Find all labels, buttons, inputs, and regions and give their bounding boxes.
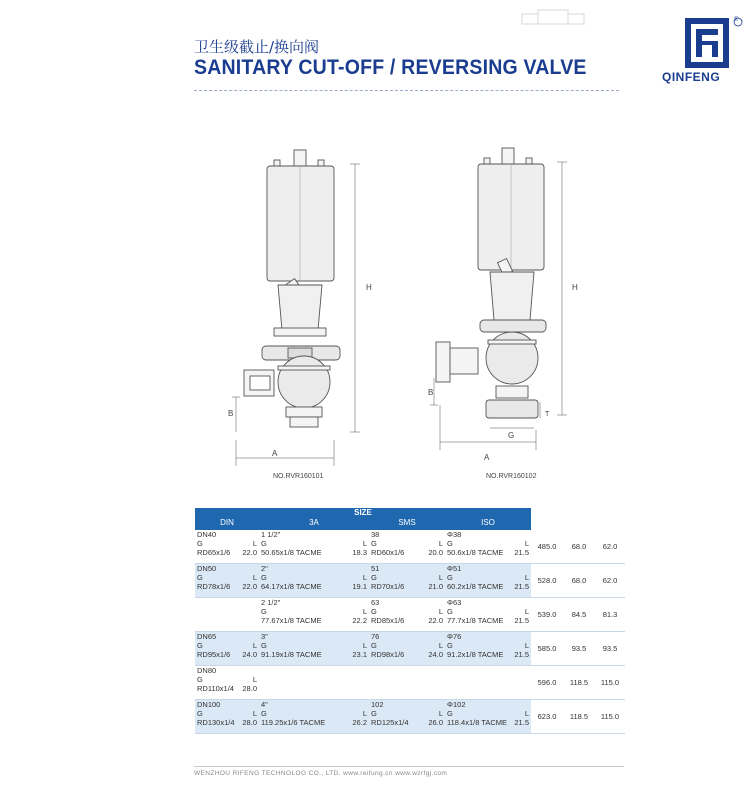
left-dim-b: B: [228, 409, 234, 418]
table-cell-a3: [259, 632, 369, 666]
g-label: G: [447, 641, 453, 650]
col-3a: 3A: [259, 518, 369, 530]
g-value: 77.67x1/8 TACME: [261, 616, 322, 625]
header-divider: [194, 90, 619, 91]
g-label: G: [197, 573, 203, 582]
l-label: L: [362, 573, 367, 582]
l-label: L: [438, 573, 443, 582]
value-h: 528.0: [531, 564, 563, 598]
size-value: 4": [261, 700, 268, 709]
l-value: 21.5: [514, 582, 529, 591]
l-value: 24.0: [242, 650, 257, 659]
table-cell-din: [195, 530, 259, 564]
value-b: 115.0: [595, 700, 625, 734]
g-value: RD98x1/6: [371, 650, 405, 659]
g-label: G: [261, 709, 267, 718]
g-value: 91.19x1/8 TACME: [261, 650, 322, 659]
table-row: [195, 632, 625, 666]
table-cell-sms: [369, 564, 445, 598]
footer-divider: [194, 766, 624, 767]
right-dim-h: H: [572, 283, 578, 292]
l-label: L: [524, 607, 529, 616]
title-chinese: 卫生级截止/换向阀: [194, 38, 320, 56]
value-h: 585.0: [531, 632, 563, 666]
right-drawing-number: NO.RVR160102: [486, 473, 537, 480]
l-value: 22.0: [242, 548, 257, 557]
l-value: 18.3: [352, 548, 367, 557]
table-row: [195, 598, 625, 632]
g-label: G: [197, 709, 203, 718]
g-label: G: [261, 539, 267, 548]
value-b: 62.0: [595, 530, 625, 564]
l-value: 22.0: [428, 616, 443, 625]
l-label: L: [524, 573, 529, 582]
table-cell-iso: [445, 598, 531, 632]
l-label: L: [524, 539, 529, 548]
l-label: L: [252, 641, 257, 650]
size-value: Φ102: [447, 700, 466, 709]
l-label: L: [252, 573, 257, 582]
l-value: 28.0: [242, 718, 257, 727]
l-label: L: [252, 709, 257, 718]
size-value: DN100: [197, 700, 221, 709]
l-value: 21.0: [428, 582, 443, 591]
g-label: G: [261, 607, 267, 616]
size-value: DN40: [197, 530, 217, 539]
g-label: G: [447, 709, 453, 718]
table-cell-din: [195, 632, 259, 666]
table-row: [195, 530, 625, 564]
l-value: 23.1: [352, 650, 367, 659]
g-value: 119.25x1/6 TACME: [261, 718, 326, 727]
g-value: RD78x1/6: [197, 582, 231, 591]
g-value: RD65x1/6: [197, 548, 231, 557]
l-label: L: [438, 709, 443, 718]
l-value: 21.5: [514, 616, 529, 625]
table-cell-iso: [445, 632, 531, 666]
value-a: 68.0: [563, 530, 595, 564]
g-label: G: [447, 573, 453, 582]
l-label: L: [438, 539, 443, 548]
table-cell-sms: [369, 632, 445, 666]
size-value: Φ76: [447, 632, 462, 641]
g-label: G: [371, 539, 377, 548]
g-value: 60.2x1/8 TACME: [447, 582, 504, 591]
value-a: 68.0: [563, 564, 595, 598]
l-label: L: [362, 539, 367, 548]
size-value: 76: [371, 632, 380, 641]
value-h: 596.0: [531, 666, 563, 700]
l-value: 21.5: [514, 650, 529, 659]
table-cell-din: [195, 700, 259, 734]
l-value: 19.1: [352, 582, 367, 591]
g-label: G: [261, 573, 267, 582]
table-cell-iso: [445, 700, 531, 734]
table-cell-a3: [259, 666, 369, 700]
size-value: DN80: [197, 666, 217, 675]
l-value: 21.5: [514, 718, 529, 727]
g-label: G: [371, 607, 377, 616]
top-decoration-icon: [520, 8, 590, 30]
g-value: RD85x1/6: [371, 616, 405, 625]
size-value: 102: [371, 700, 384, 709]
table-cell-a3: [259, 564, 369, 598]
left-valve-drawing: [244, 150, 340, 427]
l-value: 24.0: [428, 650, 443, 659]
g-label: G: [371, 709, 377, 718]
size-value: DN50: [197, 564, 217, 573]
left-dim-a: A: [272, 449, 278, 458]
l-label: L: [362, 709, 367, 718]
g-label: G: [197, 641, 203, 650]
l-value: 22.2: [352, 616, 367, 625]
value-a: 118.5: [563, 700, 595, 734]
g-value: RD125x1/4: [371, 718, 409, 727]
g-label: G: [371, 641, 377, 650]
value-a: 93.5: [563, 632, 595, 666]
g-value: 50.65x1/8 TACME: [261, 548, 322, 557]
size-value: 3": [261, 632, 268, 641]
g-value: RD110x1/4: [197, 684, 234, 693]
l-value: 26.0: [428, 718, 443, 727]
g-label: G: [371, 573, 377, 582]
spec-table: [195, 508, 625, 734]
table-cell-a3: [259, 530, 369, 564]
table-cell-din: [195, 564, 259, 598]
table-cell-din: [195, 666, 259, 700]
table-row: [195, 700, 625, 734]
table-cell-iso: [445, 564, 531, 598]
size-value: Φ38: [447, 530, 462, 539]
size-value: Φ63: [447, 598, 462, 607]
g-label: G: [197, 539, 203, 548]
table-cell-a3: [259, 598, 369, 632]
l-value: 22.0: [242, 582, 257, 591]
g-value: RD130x1/4: [197, 718, 235, 727]
l-label: L: [362, 641, 367, 650]
size-value: 63: [371, 598, 380, 607]
size-value: Φ51: [447, 564, 462, 573]
g-label: G: [447, 607, 453, 616]
size-value: 1 1/2": [261, 530, 281, 539]
value-h: 623.0: [531, 700, 563, 734]
footer-text: WENZHOU RIFENG TECHNOLOG CO., LTD. www.reifung.cn www.wzrfgj.com: [194, 770, 448, 777]
l-label: L: [438, 641, 443, 650]
g-value: RD95x1/6: [197, 650, 231, 659]
l-label: L: [362, 607, 367, 616]
l-label: L: [252, 539, 257, 548]
value-a: 118.5: [563, 666, 595, 700]
g-value: RD60x1/6: [371, 548, 405, 557]
l-label: L: [252, 675, 257, 684]
size-value: 2 1/2": [261, 598, 281, 607]
l-label: L: [524, 641, 529, 650]
right-dim-t: T: [545, 411, 550, 418]
l-label: L: [438, 607, 443, 616]
size-value: 38: [371, 530, 380, 539]
value-b: 93.5: [595, 632, 625, 666]
value-h: 539.0: [531, 598, 563, 632]
table-cell-din: [195, 598, 259, 632]
size-value: 2": [261, 564, 268, 573]
registered-mark: ®: [734, 17, 739, 23]
table-cell-iso: [445, 666, 531, 700]
right-dim-b: B: [428, 388, 434, 397]
page-title: SANITARY CUT-OFF / REVERSING VALVE: [194, 56, 587, 79]
left-drawing-number: NO.RVR160101: [273, 473, 324, 480]
g-value: 91.2x1/8 TACME: [447, 650, 504, 659]
right-valve-drawing: [436, 148, 546, 418]
size-value: 51: [371, 564, 380, 573]
col-din: DIN: [195, 518, 259, 530]
l-value: 28.0: [242, 684, 257, 693]
g-value: 50.6x1/8 TACME: [447, 548, 504, 557]
table-cell-a3: [259, 700, 369, 734]
size-header: SIZE: [195, 508, 531, 518]
col-iso: ISO: [445, 518, 531, 530]
right-dim-g: G: [508, 431, 515, 440]
value-b: 81.3: [595, 598, 625, 632]
valve-drawings: [200, 120, 620, 490]
table-row: [195, 666, 625, 700]
table-cell-sms: [369, 700, 445, 734]
g-label: G: [261, 641, 267, 650]
g-label: G: [447, 539, 453, 548]
size-value: DN65: [197, 632, 217, 641]
value-a: 84.5: [563, 598, 595, 632]
g-value: RD70x1/6: [371, 582, 405, 591]
l-value: 21.5: [514, 548, 529, 557]
g-label: G: [197, 675, 203, 684]
brand-name: QINFENG: [662, 70, 721, 84]
l-value: 26.2: [352, 718, 367, 727]
value-b: 115.0: [595, 666, 625, 700]
table-cell-sms: [369, 666, 445, 700]
right-dim-a: A: [484, 453, 490, 462]
l-label: L: [524, 709, 529, 718]
g-value: 77.7x1/8 TACME: [447, 616, 504, 625]
col-sms: SMS: [369, 518, 445, 530]
g-value: 118.4x1/8 TACME: [447, 718, 508, 727]
table-cell-iso: [445, 530, 531, 564]
table-cell-sms: [369, 598, 445, 632]
left-dim-h: H: [366, 283, 372, 292]
g-value: 64.17x1/8 TACME: [261, 582, 322, 591]
value-b: 62.0: [595, 564, 625, 598]
l-value: 20.0: [428, 548, 443, 557]
value-h: 485.0: [531, 530, 563, 564]
table-cell-sms: [369, 530, 445, 564]
table-row: [195, 564, 625, 598]
